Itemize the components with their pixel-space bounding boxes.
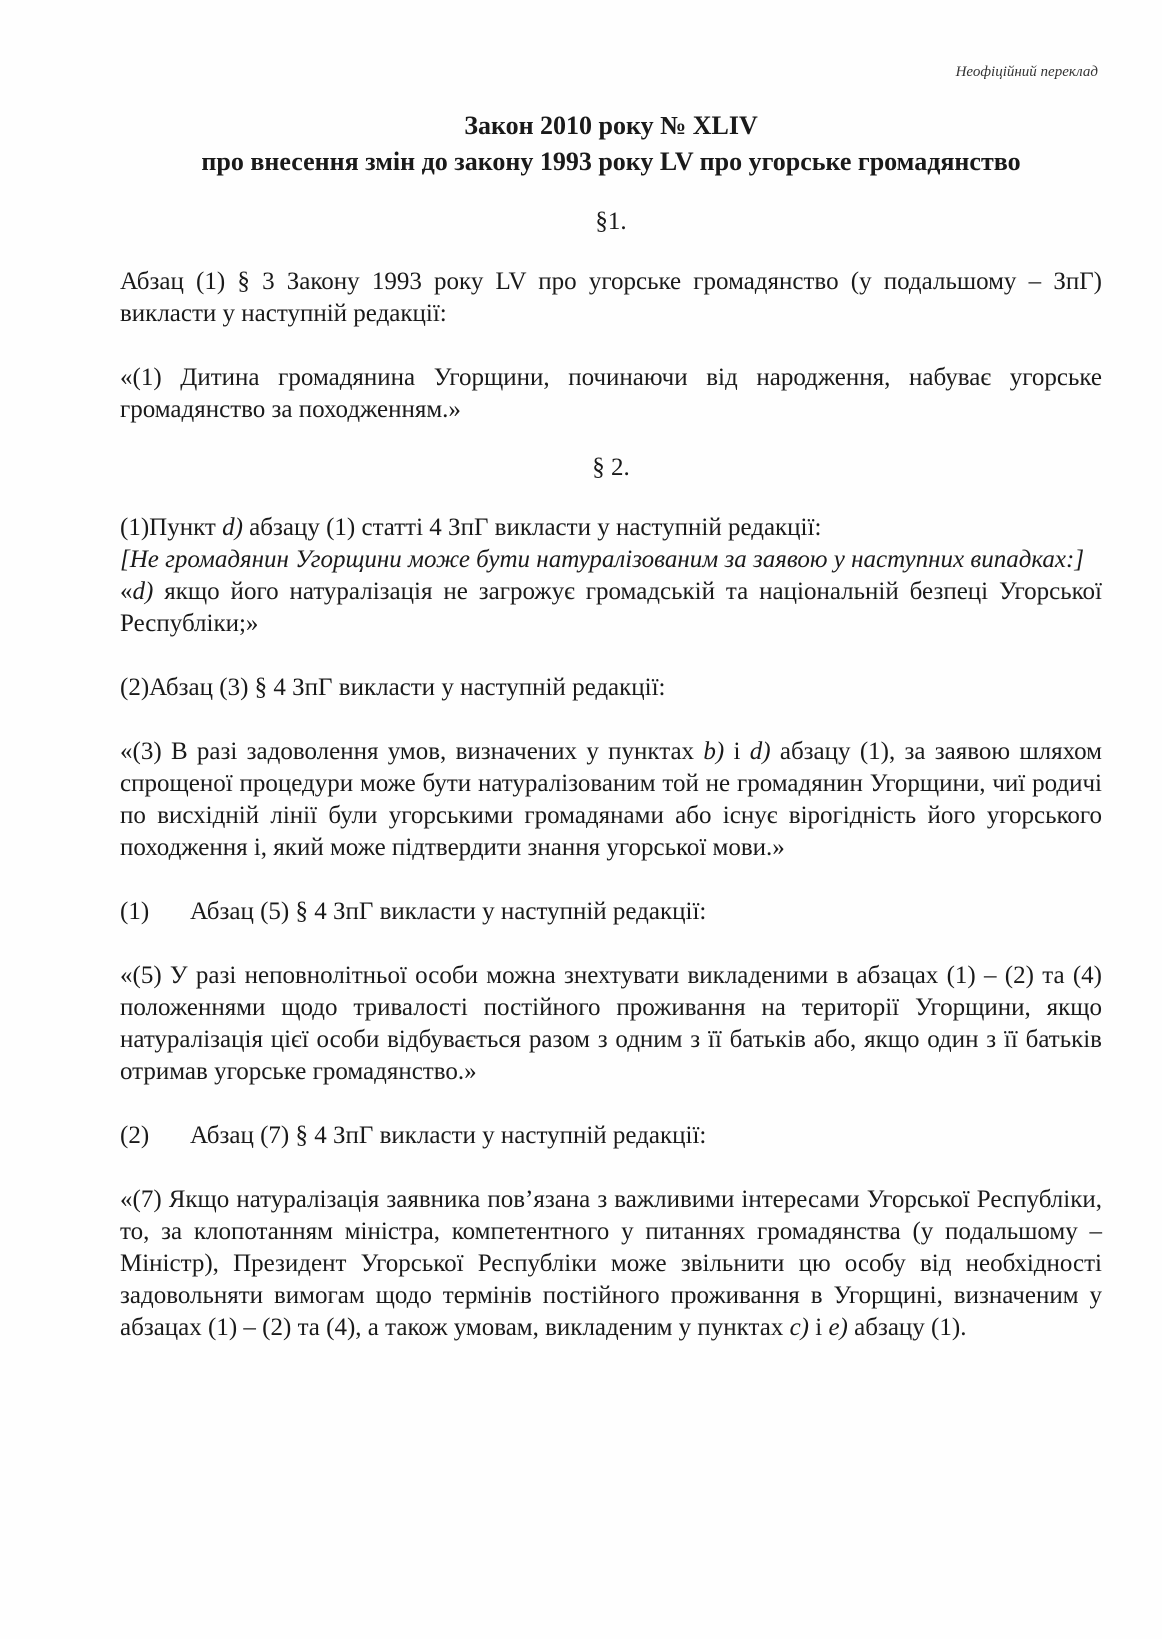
item-1-suffix: абзацу (1) статті 4 ЗпГ викласти у наступній редакції:: [242, 514, 822, 541]
item-4-number: (2): [120, 1122, 150, 1149]
unofficial-translation-note: Неофіційний переклад: [955, 64, 1098, 80]
section-1-quote: «(1) Дитина громадянина Угорщини, починаючи від народження, набуває угорське громадянство за походженням.»: [120, 364, 1102, 423]
section-2-item-4-quote: [120, 1184, 1102, 1344]
section-1-heading: §1.: [595, 208, 627, 235]
item-4-quote-and: і: [809, 1314, 829, 1341]
section-2-item-3-intro: [120, 896, 1102, 928]
item-2-quote-part-2: абзацу (1), за заявою шляхом спрощеної процедури може бути натуралізованим той не громадянин Угорщини, чиї родичі по висхідній лінії були угорськими громадянами або існує вірогідність його угорського походження і, який може підтвердити знання угорської мови.»: [120, 738, 1102, 861]
item-2-quote-and: і: [724, 738, 750, 765]
section-2-item-3-quote: «(5) У разі неповнолітньої особи можна знехтувати викладеними в абзацах (1) – (2) та (4) положеннями щодо тривалості постійного проживання на території Угорщини, якщо натуралізація цієї особи відбувається разом з одним з її батьків або, якщо один з її батьків отримав угорське громадянство.»: [120, 962, 1102, 1085]
section-2-item-4-intro: [120, 1120, 1102, 1152]
section-2-item-2-intro: (2)Абзац (3) § 4 ЗпГ викласти у наступній редакції:: [120, 674, 666, 701]
section-1-intro: Абзац (1) § 3 Закону 1993 року LV про угорське громадянство (у подальшому – ЗпГ) викласти у наступній редакції:: [120, 268, 1102, 327]
section-2-item-1-quote: [120, 576, 1102, 640]
item-3-text: Абзац (5) § 4 ЗпГ викласти у наступній редакції:: [190, 898, 707, 925]
item-2-quote-part-1: «(3) В разі задоволення умов, визначених у пунктах: [120, 738, 704, 765]
title-line-2: про внесення змін до закону 1993 року LV про угорське громадянство: [201, 147, 1021, 176]
item-1-prefix: (1)Пункт: [120, 514, 223, 541]
item-4-point-e: e): [828, 1314, 848, 1341]
section-2-heading: § 2.: [592, 454, 630, 481]
document-body: [120, 108, 1102, 1344]
item-4-quote-part-1: «(7) Якщо натуралізація заявника пов’язана з важливими інтересами Угорської Республіки, то, за клопотанням міністра, компетентного у питаннях громадянства (у подальшому – Міністр), Президент Угорської Республіки може звільнити цю особу від необхідності задовольняти вимогам щодо термінів постійного проживання в Угорщині, визначеним у абзацах (1) – (2) та (4), а також умовам, викладеним у пунктах: [120, 1186, 1102, 1341]
item-3-number: (1): [120, 898, 150, 925]
item-4-text: Абзац (7) § 4 ЗпГ викласти у наступній редакції:: [190, 1122, 707, 1149]
section-2-item-2-quote: [120, 736, 1102, 864]
item-1-quote-open: «: [120, 578, 133, 605]
item-1-quote-rest: якщо його натуралізація не загрожує громадській та національній безпеці Угорської Республіки;»: [120, 578, 1102, 637]
item-2-point-d: d): [749, 738, 771, 765]
item-1-point: d): [222, 514, 243, 541]
item-4-quote-part-2: абзацу (1).: [847, 1314, 967, 1341]
document-title: [120, 108, 1102, 180]
section-2-item-1-intro: [120, 512, 1102, 544]
item-1-quote-point: d): [132, 578, 154, 605]
title-line-1: Закон 2010 року № XLIV: [464, 111, 758, 140]
item-4-point-c: c): [789, 1314, 809, 1341]
item-2-point-b: b): [703, 738, 725, 765]
section-2-item-1-context: [Не громадянин Угорщини може бути натуралізованим за заявою у наступних випадках:]: [120, 546, 1085, 573]
